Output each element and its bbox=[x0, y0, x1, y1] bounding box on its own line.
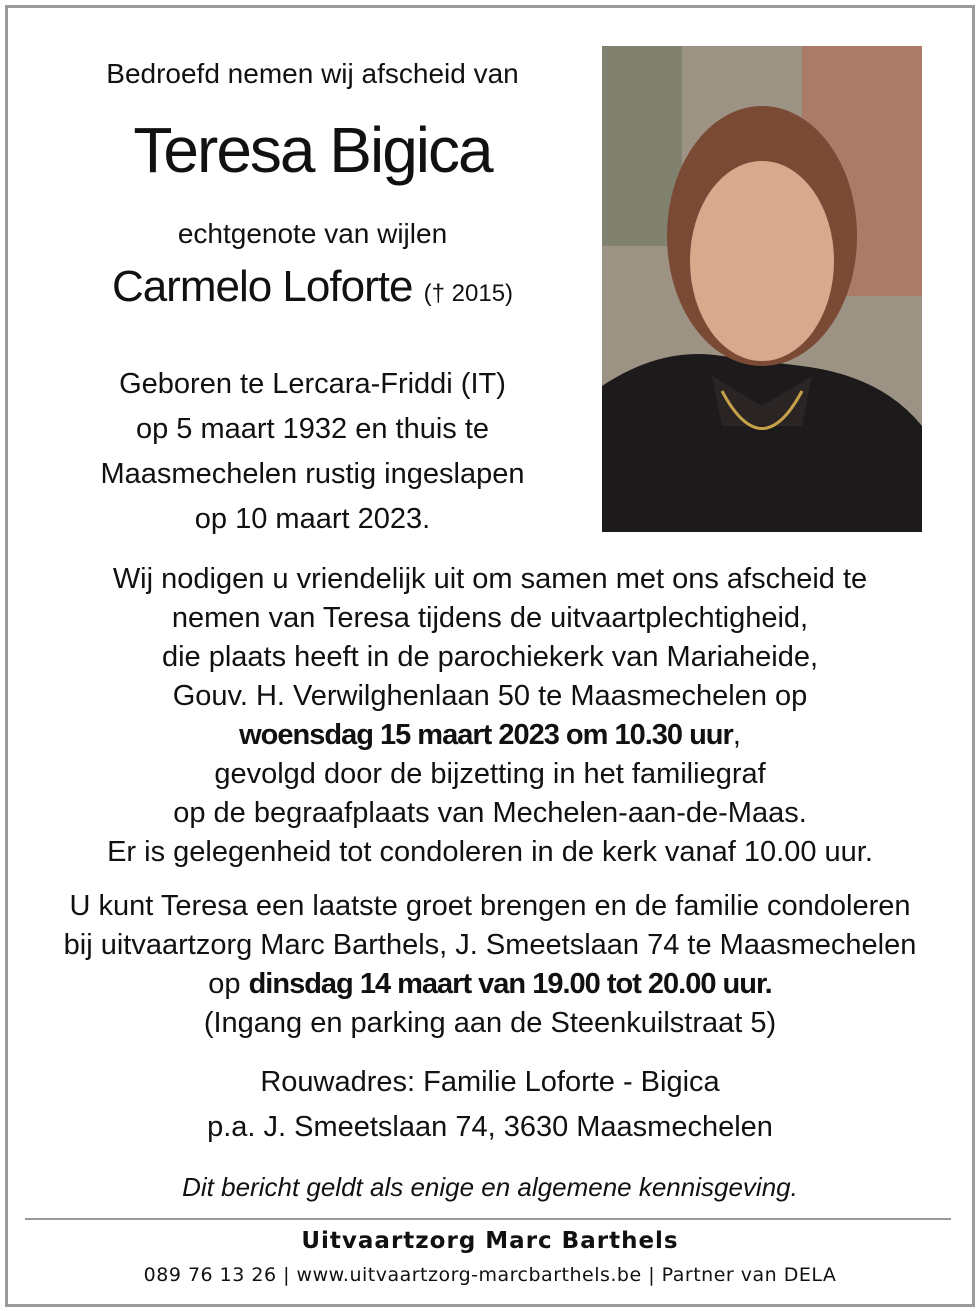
ceremony-line: Wij nodigen u vriendelijk uit om samen met ons afscheid te bbox=[112, 563, 868, 595]
address-line: Rouwadres: Familie Loforte - Bigica bbox=[260, 1066, 720, 1098]
visitation-date-prefix: op bbox=[208, 968, 249, 1000]
visitation-paragraph bbox=[30, 887, 950, 1043]
birth-line: op 5 maart 1932 en thuis te bbox=[135, 413, 490, 445]
intro-text: Bedroefd nemen wij afscheid van bbox=[106, 58, 519, 89]
portrait-photo bbox=[602, 46, 922, 532]
address-line: p.a. J. Smeetslaan 74, 3630 Maasmechelen bbox=[207, 1111, 773, 1143]
visitation-line: U kunt Teresa een laatste groet brengen en de familie condoleren bbox=[69, 890, 911, 922]
birth-info bbox=[40, 362, 585, 542]
ceremony-line: nemen van Teresa tijdens de uitvaartplechtigheid, bbox=[171, 602, 809, 634]
spouse-label: echtgenote van wijlen bbox=[177, 218, 448, 249]
visitation-date: dinsdag 14 maart van 19.00 tot 20.00 uur. bbox=[248, 968, 772, 1000]
spouse-death: († 2015) bbox=[423, 280, 514, 307]
ceremony-line: gevolgd door de bijzetting in het familiegraf bbox=[214, 758, 766, 790]
birth-line: Geboren te Lercara-Friddi (IT) bbox=[119, 368, 506, 400]
portrait-illustration bbox=[602, 46, 922, 532]
deceased-name: Teresa Bigica bbox=[133, 114, 492, 186]
ceremony-date-line bbox=[50, 716, 930, 755]
footer-contact: 089 76 13 26 | www.uitvaartzorg-marcbarthels.be | Partner van DELA bbox=[143, 1264, 837, 1286]
ceremony-line: Er is gelegenheid tot condoleren in de kerk vanaf 10.00 uur. bbox=[107, 836, 873, 868]
visitation-date-line bbox=[30, 965, 950, 1004]
spouse-name: Carmelo Loforte bbox=[111, 262, 413, 311]
ceremony-date: woensdag 15 maart 2023 om 10.30 uur bbox=[239, 719, 733, 751]
ceremony-line: die plaats heeft in de parochiekerk van Mariaheide, bbox=[161, 641, 819, 673]
ceremony-line: Gouv. H. Verwilghenlaan 50 te Maasmechelen op bbox=[172, 680, 808, 712]
footer-company: Uitvaartzorg Marc Barthels bbox=[301, 1228, 679, 1254]
ceremony-date-suffix: , bbox=[732, 719, 741, 751]
spouse-name-line bbox=[40, 262, 585, 312]
notice-note: Dit bericht geldt als enige en algemene kennisgeving. bbox=[182, 1172, 798, 1202]
birth-line: op 10 maart 2023. bbox=[194, 503, 431, 535]
visitation-line: (Ingang en parking aan de Steenkuilstraat 5) bbox=[203, 1007, 777, 1039]
mourning-address bbox=[40, 1060, 940, 1150]
visitation-line: bij uitvaartzorg Marc Barthels, J. Smeetslaan 74 te Maasmechelen bbox=[63, 929, 917, 961]
ceremony-paragraph bbox=[50, 560, 930, 872]
ceremony-line: op de begraafplaats van Mechelen-aan-de-Maas. bbox=[173, 797, 807, 829]
footer-divider bbox=[25, 1218, 951, 1220]
birth-line: Maasmechelen rustig ingeslapen bbox=[100, 458, 525, 490]
